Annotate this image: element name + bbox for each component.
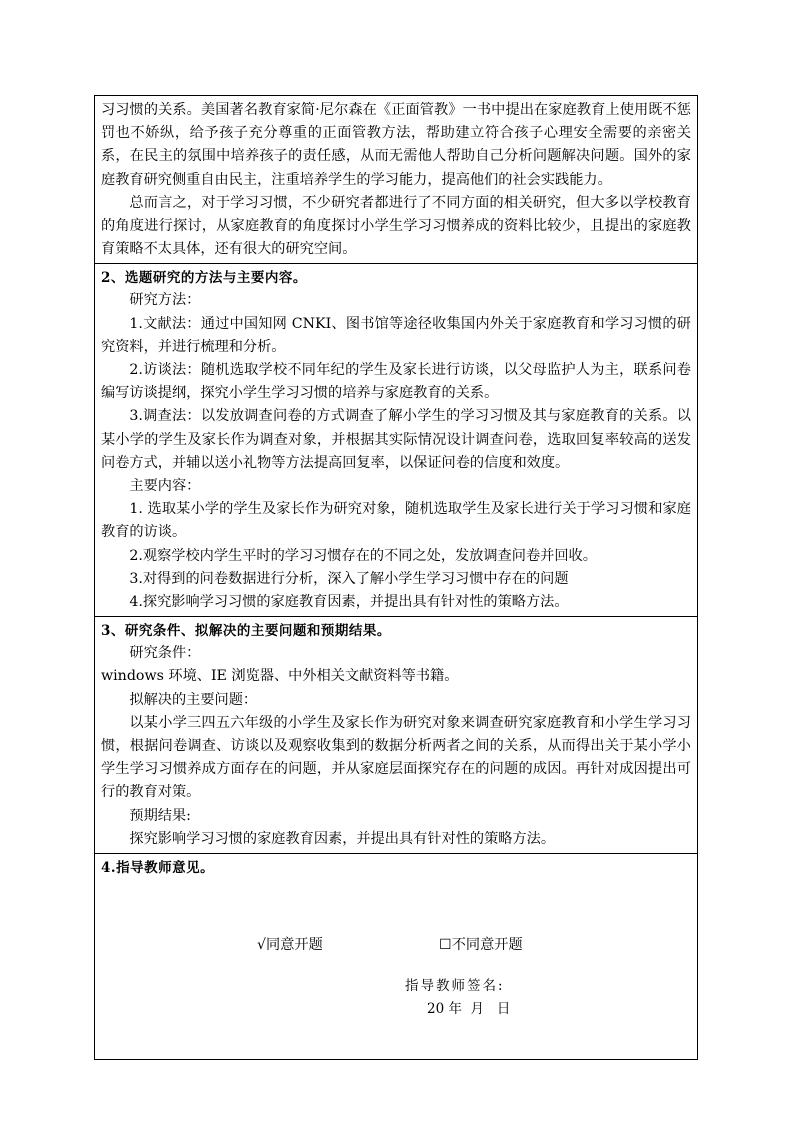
- section-4-heading: 4.指导教师意见。: [101, 860, 215, 877]
- methods-label: 研究方法：: [129, 292, 201, 309]
- content-2: 2.观察学校内学生平时的学习习惯存在的不同之处，发放调查问卷并回收。: [129, 547, 597, 564]
- method-1: 1.文献法：通过中国知网 CNKI、图书馆等途径收集国内外关于家庭教育和学习习惯的研究资料，并进行梳理和分析。: [101, 315, 691, 355]
- problems-text: 以某小学三四五六年级的小学生及家长作为研究对象来调查研究家庭教育和小学生学习习惯，根据问卷调查、访谈以及观察收集到的数据分析两者之间的关系，从而得出关于某小学小学生学习习惯养成方面存在的问题，并从家庭层面探究存在的问题的成因。再针对成因提出可行的教育对策。: [101, 714, 691, 801]
- conditions-results-cell: [95, 616, 697, 853]
- literature-review-cell: [95, 96, 697, 263]
- disagree-option[interactable]: ☐不同意开题: [439, 937, 523, 954]
- review-paragraph-1: 习习惯的关系。美国著名教育家简·尼尔森在《正面管教》一书中提出在家庭教育上使用既不惩罚也不娇纵，给予孩子充分尊重的正面管教方法，帮助建立符合孩子心理安全需要的亲密关系，在民主的氛围中培养孩子的责任感，从而无需他人帮助自己分析问题解决问题。国外的家庭教育研究侧重自由民主，注重培养学生的学习能力，提高他们的社会实践能力。: [101, 102, 691, 188]
- advisor-opinion-cell: [95, 853, 697, 1059]
- content-3: 3.对得到的问卷数据进行分析，深入了解小学生学习习惯中存在的问题: [129, 570, 569, 587]
- method-3: 3.调查法：以发放调查问卷的方式调查了解小学生的学习习惯及其与家庭教育的关系。以某小学的学生及家长作为调查对象，并根据其实际情况设计调查问卷，选取回复率较高的送发问卷方式，并辅以送小礼物等方法提高回复率，以保证问卷的信度和效度。: [101, 408, 691, 471]
- conditions-text: windows 环境、IE 浏览器、中外相关文献资料等书籍。: [101, 668, 459, 685]
- review-paragraph-2: 总而言之，对于学习习惯，不少研究者都进行了不同方面的相关研究，但大多以学校教育的角度进行探讨，从家庭教育的角度探讨小学生学习习惯养成的资料比较少，且提出的家庭教育策略不太具体，还有很大的研究空间。: [101, 194, 691, 258]
- content-label: 主要内容：: [129, 478, 201, 495]
- proposal-form-table: [94, 95, 698, 1060]
- problems-label: 拟解决的主要问题：: [129, 691, 258, 708]
- agree-option[interactable]: √同意开题: [257, 937, 323, 954]
- conditions-label: 研究条件：: [129, 645, 201, 662]
- section-3-heading: 3、研究条件、拟解决的主要问题和预期结果。: [101, 623, 391, 640]
- content-4: 4.探究影响学习习惯的家庭教育因素，并提出具有针对性的策略方法。: [129, 594, 569, 611]
- methods-content-cell: [95, 263, 697, 616]
- content-1: 1. 选取某小学的学生及家长作为研究对象，随机选取学生及家长进行关于学习习惯和家庭教育的访谈。: [101, 501, 691, 541]
- advisor-signature-label: 指导教师签名:: [405, 978, 505, 995]
- signature-date: 20 年 月 日: [427, 1001, 511, 1018]
- method-2: 2.访谈法：随机选取学校不同年纪的学生及家长进行访谈，以父母监护人为主，联系问卷编写访谈提纲，探究小学生学习习惯的培养与家庭教育的关系。: [101, 362, 691, 402]
- results-text: 探究影响学习习惯的家庭教育因素，并提出具有针对性的策略方法。: [129, 830, 556, 847]
- results-label: 预期结果:: [129, 807, 191, 824]
- section-2-heading: 2、选题研究的方法与主要内容。: [101, 270, 307, 287]
